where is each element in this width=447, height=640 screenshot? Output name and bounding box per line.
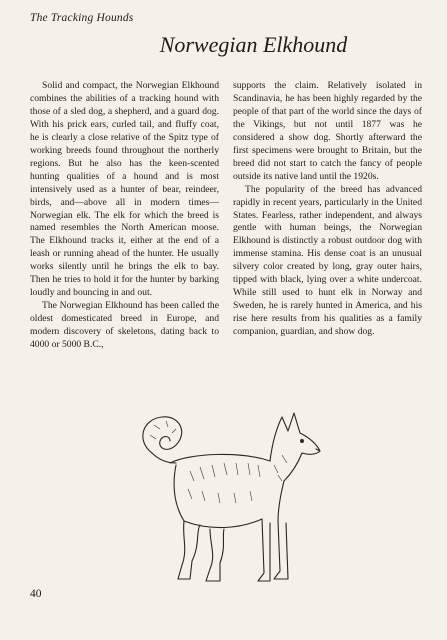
- paragraph: Solid and compact, the Norwegian Elkhound combines the abilities of a tracking hound with those of a sled dog, a shepherd, and a guard dog. With his prick ears, curled tail, and fluffy coat, he is clearly a close relative of the Spitz type of working breeds found throughout the northerly regions. But he also has the keen-scented hunting qualities of a hound and is most intensively used as a hunter of bear, reindeer, birds, and—above all in modern times—Norwegian elk. The elk for which the breed is named resembles the North American moose. The Elkhound tracks it, either at the end of a leash or running ahead of the hunter. He usually works silently until he brings the elk to bay. Then he tries to hold it for the hunter by barking loudly and bouncing in and out.: [30, 80, 219, 299]
- paragraph: The Norwegian Elkhound has been called the oldest domesticated breed in Europe, and modern discovery of skeletons, dating back to 4000 or 5000 B.C.,: [30, 300, 219, 351]
- paragraph: The popularity of the breed has advanced rapidly in recent years, particularly in the United States. Fearless, rather independent, and always gentle with human beings, the Norwegian Elkhound is distinctly a robust outdoor dog with immense stamina. His dense coat is an unusual silvery color created by long, gray outer hairs, tipped with black, lying over a white undercoat. While still used to hunt elk in Norway and Sweden, he is rarely hunted in America, and his rise here results from his qualities as a family companion, guardian, and show dog.: [233, 183, 422, 338]
- page-title: Norwegian Elkhound: [159, 32, 348, 57]
- elkhound-illustration: [130, 405, 330, 605]
- right-column: [233, 80, 422, 352]
- text-columns: [30, 80, 422, 352]
- left-column: [30, 80, 219, 352]
- page-number: 40: [30, 588, 42, 600]
- running-head: The Tracking Hounds: [30, 12, 134, 24]
- paragraph: supports the claim. Relatively isolated in Scandinavia, he has been highly regarded by the people of that part of the world since the days of the Vikings, but not until 1877 was he considered a show dog. Shortly afterward the first specimens were brought to Britain, but the breed did not start to catch the fancy of people outside its native land until the 1920s.: [233, 80, 422, 182]
